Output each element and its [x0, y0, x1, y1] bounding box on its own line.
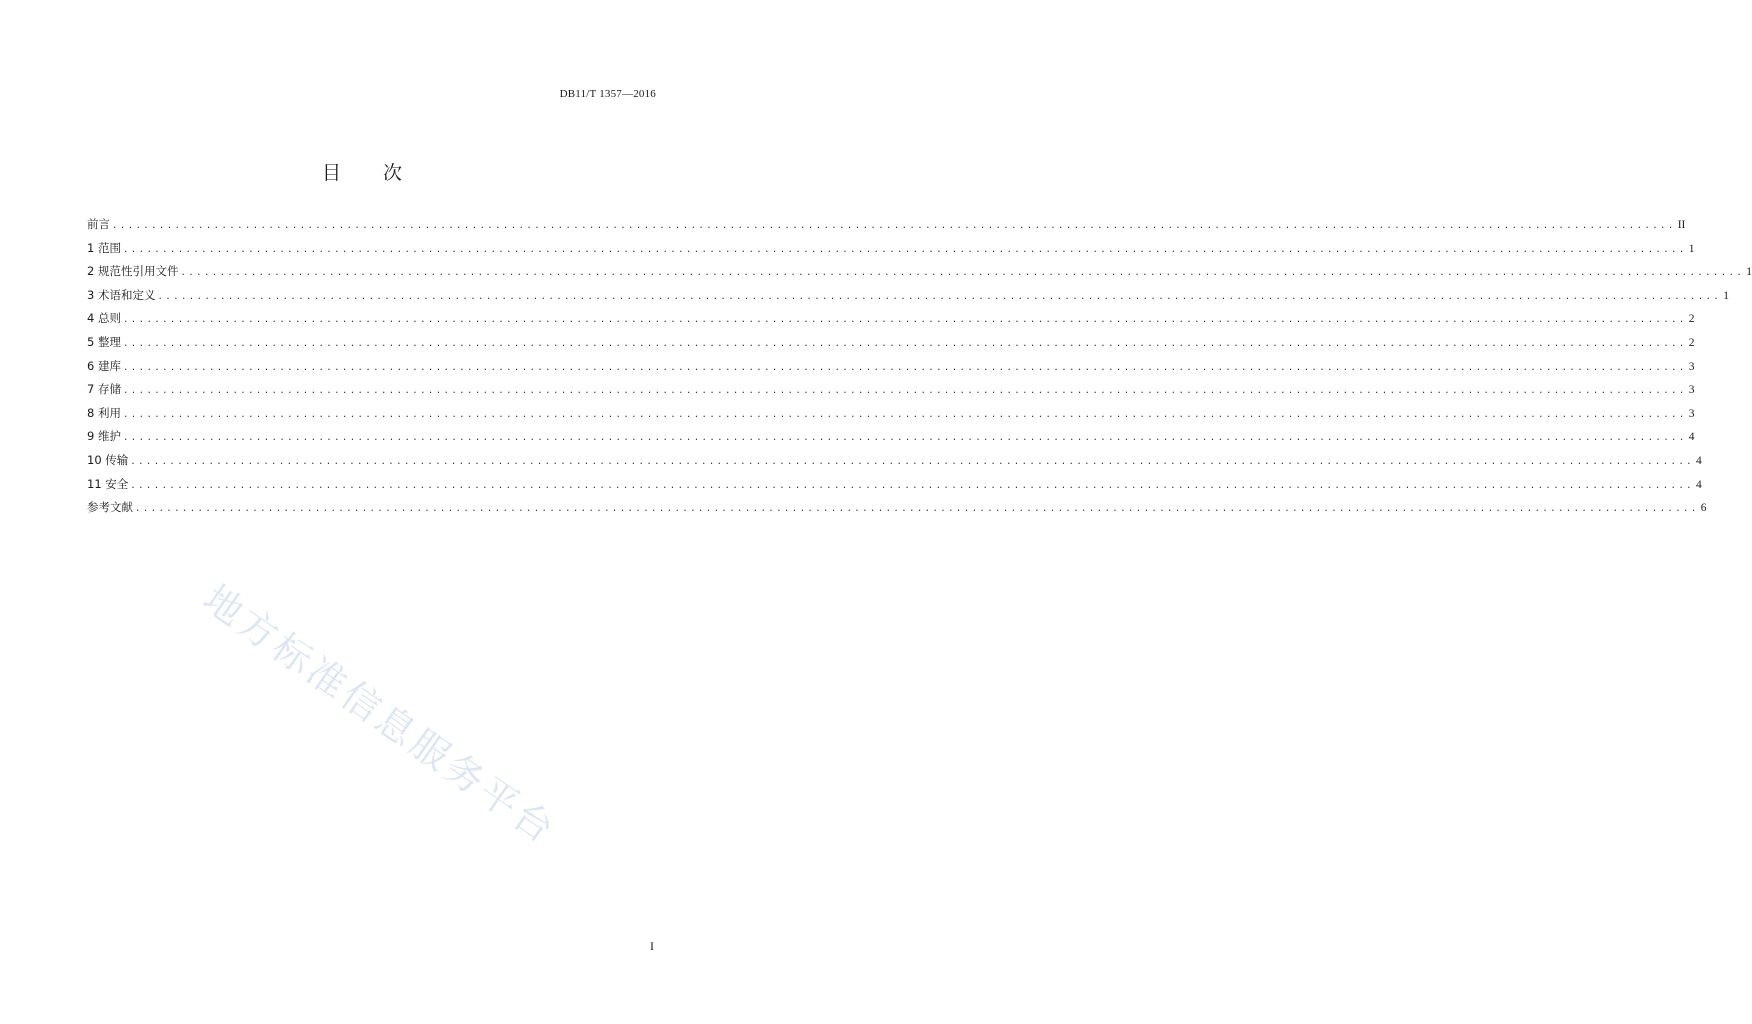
toc-entry[interactable] — [87, 240, 1695, 264]
toc-entry-label: 11 安全 — [87, 476, 129, 491]
toc-entry-page: 1 — [1688, 242, 1695, 255]
toc-entry[interactable] — [87, 310, 1695, 334]
toc-entry-page: 4 — [1688, 431, 1695, 444]
toc-dot-leader: ........................................................................................................................................................................................................ — [122, 338, 1687, 349]
toc-dot-leader: ........................................................................................................................................................................................................ — [122, 315, 1687, 326]
toc-entry[interactable] — [87, 287, 1729, 311]
toc-entry-label: 4 总则 — [87, 311, 121, 326]
toc-entry[interactable] — [87, 263, 1752, 287]
toc-entry-label: 2 规范性引用文件 — [87, 264, 179, 279]
toc-dot-leader: ........................................................................................................................................................................................................ — [135, 504, 1699, 515]
toc-dot-leader: ........................................................................................................................................................................................................ — [130, 456, 1694, 467]
page-title — [0, 158, 724, 185]
toc-dot-leader: ........................................................................................................................................................................................................ — [180, 268, 1745, 279]
toc-entry-label: 9 维护 — [87, 429, 121, 444]
toc-entry-page: 6 — [1700, 502, 1707, 515]
toc-entry-page: 3 — [1688, 360, 1695, 373]
toc-dot-leader: ........................................................................................................................................................................................................ — [112, 221, 1676, 231]
table-of-contents — [87, 216, 1752, 523]
toc-entry-page: 4 — [1696, 454, 1702, 467]
toc-entry-page: II — [1677, 219, 1686, 231]
toc-entry[interactable] — [87, 216, 1686, 240]
toc-entry[interactable] — [87, 428, 1695, 452]
toc-entry-label: 1 范围 — [87, 240, 121, 255]
toc-entry-label: 5 整理 — [87, 334, 121, 349]
toc-entry-page: 1 — [1746, 266, 1752, 279]
toc-entry[interactable] — [87, 358, 1695, 382]
toc-entry-page: 3 — [1688, 407, 1695, 420]
toc-entry[interactable] — [87, 381, 1695, 405]
toc-entry-label: 7 存储 — [87, 382, 121, 397]
toc-entry-label: 3 术语和定义 — [87, 287, 156, 302]
toc-entry-label: 10 传输 — [87, 452, 129, 467]
toc-dot-leader: ........................................................................................................................................................................................................ — [122, 386, 1687, 397]
toc-dot-leader: ........................................................................................................................................................................................................ — [157, 291, 1722, 302]
toc-entry-page: 2 — [1688, 313, 1695, 326]
title-char-2: 次 — [383, 162, 403, 184]
toc-dot-leader: ........................................................................................................................................................................................................ — [122, 409, 1687, 420]
toc-dot-leader: ........................................................................................................................................................................................................ — [122, 362, 1687, 373]
title-char-1: 目 — [321, 162, 341, 184]
standard-code-header: DB11/T 1357—2016 — [559, 88, 656, 100]
watermark-text: 地方标准信息服务平台 — [195, 576, 565, 854]
toc-entry-label: 6 建库 — [87, 358, 121, 373]
toc-dot-leader: ........................................................................................................................................................................................................ — [122, 433, 1687, 444]
toc-entry[interactable] — [87, 405, 1695, 429]
toc-entry-page: 4 — [1696, 478, 1702, 491]
toc-entry-label: 参考文献 — [87, 500, 133, 515]
toc-entry[interactable] — [87, 452, 1702, 476]
toc-entry-page: 2 — [1688, 336, 1695, 349]
toc-entry[interactable] — [87, 476, 1702, 500]
page-number: I — [650, 939, 654, 953]
toc-entry-page: 1 — [1723, 289, 1729, 302]
toc-entry-page: 3 — [1688, 384, 1695, 397]
toc-dot-leader: ........................................................................................................................................................................................................ — [130, 480, 1694, 491]
toc-entry[interactable] — [87, 334, 1695, 358]
toc-entry-label: 8 利用 — [87, 405, 121, 420]
toc-entry-label: 前言 — [87, 217, 110, 231]
toc-entry[interactable] — [87, 499, 1707, 523]
toc-dot-leader: ........................................................................................................................................................................................................ — [122, 244, 1687, 255]
